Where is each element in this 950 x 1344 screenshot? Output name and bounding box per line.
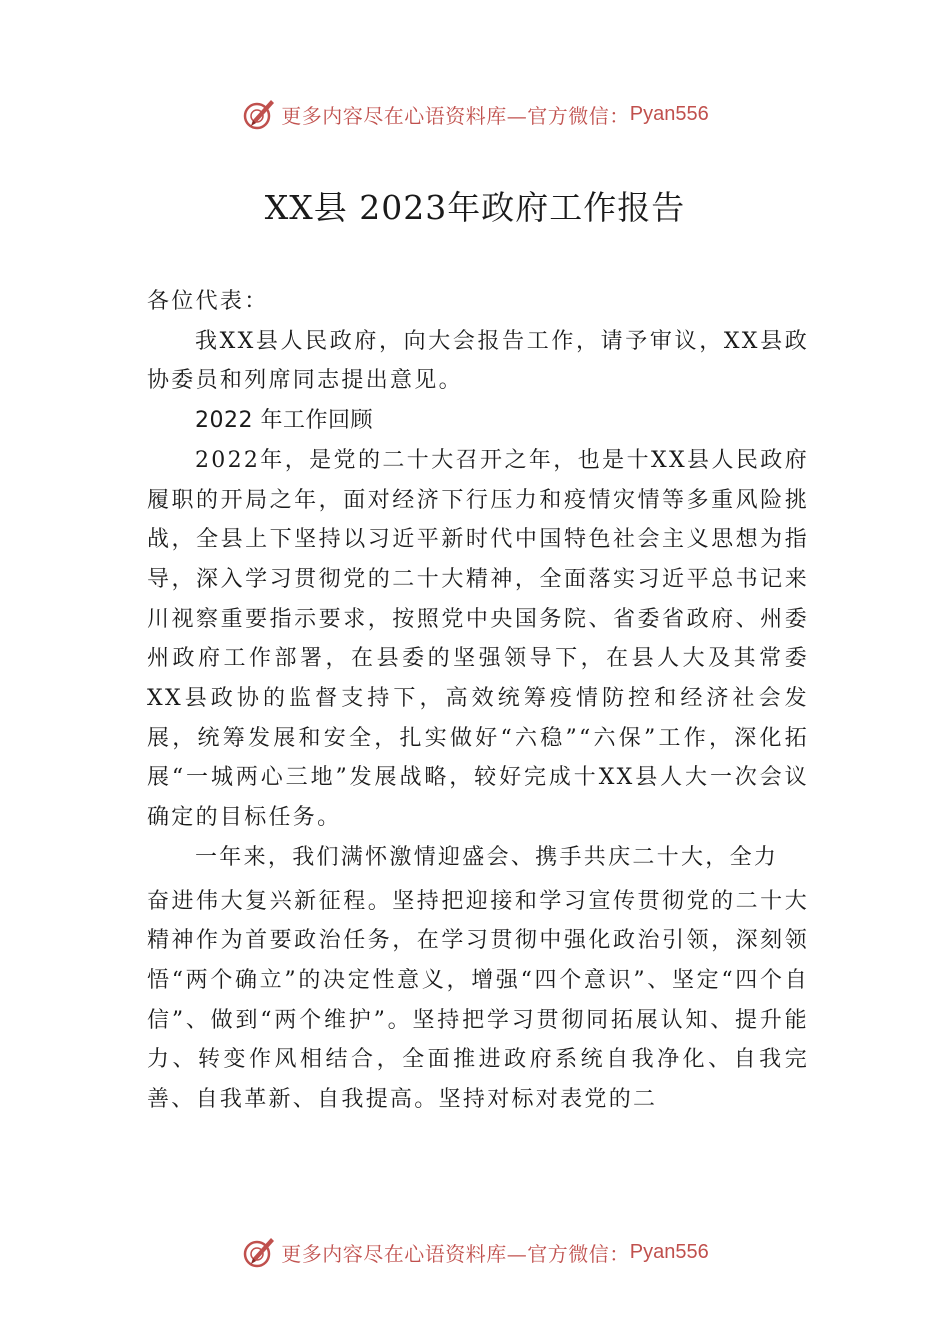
watermark-text: 更多内容尽在心语资料库—官方微信： [281,103,630,128]
document-body [147,282,809,1120]
pen-logo-icon [241,1234,277,1270]
paragraph-1: 2022年，是党的二十大召开之年，也是十XX县人民政府履职的开局之年，面对经济下行压力和疫情灾情等多重风险挑战，全县上下坚持以习近平新时代中国特色社会主义思想为指导，深入学习贯彻党的二十大精神，全面落实习近平总书记来川视察重要指示要求，按照党中央国务院、省委省政府、州委州政府工作部署，在县委的坚强领导下，在县人大及其常委XX县政协的监督支持下，高效统筹疫情防控和经济社会发展，统筹发展和安全，扎实做好“六稳”“六保”工作，深化拓展“一城两心三地”发展战略，较好完成十XX县人大一次会议确定的目标任务。 [147,447,809,831]
document-title: XX县 2023年政府工作报告 [264,188,686,227]
wechat-id: Pyan556 [629,102,709,125]
salutation: 各位代表： [147,289,269,314]
watermark-banner-bottom [0,1232,950,1272]
paragraph-2-continued: 奋进伟大复兴新征程。坚持把迎接和学习宣传贯彻党的二十大精神作为首要政治任务，在学习贯彻中强化政治引领，深刻领悟“两个确立”的决定性意义，增强“四个意识”、坚定“四个自信”、做到“两个维护”。坚持把学习贯彻同拓展认知、提升能力、转变作风相结合，全面推进政府系统自我净化、自我完善、自我革新、自我提高。坚持对标对表党的二 [147,888,809,1113]
paragraph-2-first-line: 一年来，我们满怀激情迎盛会、携手共庆二十大，全力 [195,844,779,870]
watermark-text: 更多内容尽在心语资料库—官方微信： [281,1241,630,1266]
wechat-id: Pyan556 [629,1240,709,1263]
section-heading: 2022 年工作回顾 [195,408,373,434]
intro-paragraph: 我XX县人民政府，向大会报告工作，请予审议，XX县政协委员和列席同志提出意见。 [147,328,809,394]
watermark-banner-top [0,94,950,134]
pen-logo-icon [241,96,277,132]
